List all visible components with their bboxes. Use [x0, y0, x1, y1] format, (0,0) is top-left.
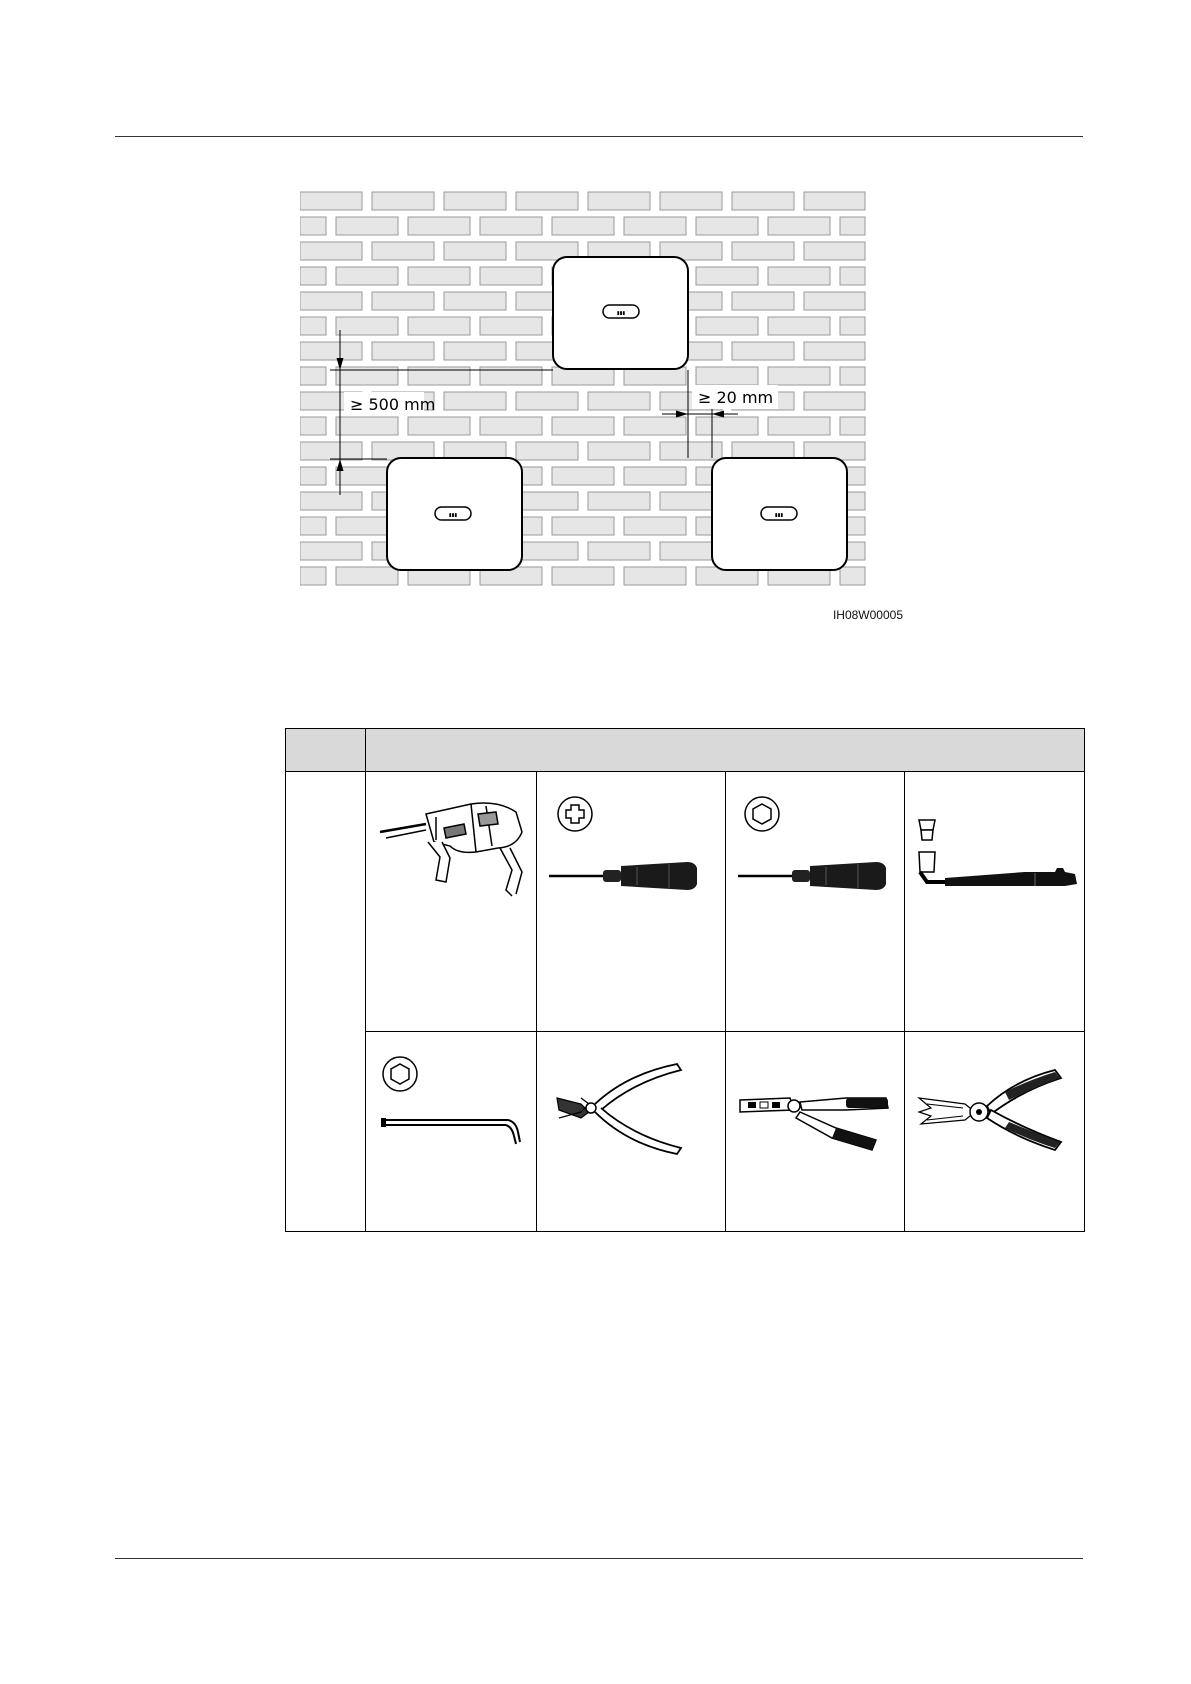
brick: [372, 292, 434, 310]
brick: [660, 442, 722, 460]
tool-cell-phillips-screwdriver: [537, 772, 726, 1032]
tool-cell-hammer-drill: [366, 772, 537, 1032]
brick: [660, 192, 722, 210]
brick: [300, 492, 362, 510]
tool-cell-hex-key: [366, 1032, 537, 1232]
brick: [732, 192, 794, 210]
row-label-cell: [286, 772, 366, 1232]
brick: [696, 267, 758, 285]
brick: [840, 367, 865, 385]
brick: [516, 192, 578, 210]
brick: [300, 467, 326, 485]
brick: [624, 217, 686, 235]
brick: [372, 192, 434, 210]
table-row: [286, 1032, 1085, 1232]
installation-spacing-figure: [300, 190, 940, 630]
brick: [300, 367, 326, 385]
brick: [480, 417, 542, 435]
brick: [768, 317, 830, 335]
hammer-drill-icon: [366, 772, 537, 912]
brick: [588, 492, 650, 510]
brick: [624, 467, 686, 485]
brick: [444, 242, 506, 260]
brick: [300, 267, 326, 285]
brick: [444, 342, 506, 360]
brick: [336, 217, 398, 235]
brick: [408, 317, 470, 335]
brick: [300, 542, 362, 560]
tool-cell-wire-stripper: [905, 1032, 1085, 1232]
tool-cell-torque-wrench: [905, 772, 1085, 1032]
tool-cell-hex-screwdriver: [726, 772, 905, 1032]
brick: [300, 567, 326, 585]
svg-text:▮▮▮: ▮▮▮: [616, 310, 626, 317]
brick: [516, 542, 578, 560]
brick: [444, 292, 506, 310]
table-header-left: [286, 729, 366, 772]
brick: [300, 217, 326, 235]
brick: [336, 267, 398, 285]
figure-id-label: IH08W00005: [832, 608, 903, 622]
brick: [588, 192, 650, 210]
brick: [480, 267, 542, 285]
brick: [840, 417, 865, 435]
brick: [624, 417, 686, 435]
brick: [552, 217, 614, 235]
horizontal-spacing-label: ≥ 20 mm: [698, 388, 774, 407]
brick: [408, 417, 470, 435]
brick: [696, 217, 758, 235]
table-row: [286, 772, 1085, 1032]
brick: [840, 567, 865, 585]
table-header-row: [286, 729, 1085, 772]
brick: [300, 192, 362, 210]
device-top: [553, 257, 688, 369]
brick: [696, 367, 758, 385]
footer-rule: [115, 1558, 1083, 1559]
brick: [300, 342, 362, 360]
brick: [696, 417, 758, 435]
wire-stripper-icon: [905, 1032, 1085, 1172]
brick: [624, 517, 686, 535]
brick: [516, 492, 578, 510]
brick: [552, 517, 614, 535]
brick: [444, 392, 506, 410]
brick-wall-diagram: [300, 190, 940, 610]
brick: [408, 267, 470, 285]
device-bottom-left: [387, 458, 522, 570]
brick: [480, 217, 542, 235]
brick: [804, 342, 865, 360]
svg-text:▮▮▮: ▮▮▮: [774, 512, 784, 519]
brick: [516, 442, 578, 460]
device-bottom-right: [712, 458, 847, 570]
brick: [336, 417, 398, 435]
brick: [768, 417, 830, 435]
vertical-spacing-label: ≥ 500 mm: [350, 395, 436, 414]
brick: [840, 317, 865, 335]
brick: [300, 317, 326, 335]
brick: [552, 417, 614, 435]
brick: [336, 567, 398, 585]
brick: [480, 317, 542, 335]
brick: [624, 567, 686, 585]
brick: [732, 342, 794, 360]
header-rule: [115, 136, 1083, 137]
brick: [552, 467, 614, 485]
brick: [804, 292, 865, 310]
brick: [444, 192, 506, 210]
brick: [840, 217, 865, 235]
brick: [300, 517, 326, 535]
brick: [300, 442, 362, 460]
brick: [372, 342, 434, 360]
brick: [516, 392, 578, 410]
brick: [768, 267, 830, 285]
brick: [552, 567, 614, 585]
brick: [804, 392, 865, 410]
tool-cell-diagonal-pliers: [537, 1032, 726, 1232]
brick: [732, 292, 794, 310]
brick: [372, 242, 434, 260]
tools-table: [285, 728, 1085, 1232]
torque-socket-wrench-icon: [905, 772, 1085, 912]
brick: [768, 367, 830, 385]
phillips-screwdriver-icon: [537, 772, 726, 912]
crimping-tool-icon: [726, 1032, 905, 1172]
brick: [588, 542, 650, 560]
brick: [768, 217, 830, 235]
brick: [804, 192, 865, 210]
hex-key-icon: [366, 1032, 537, 1172]
brick: [732, 242, 794, 260]
brick: [588, 392, 650, 410]
svg-text:▮▮▮: ▮▮▮: [448, 512, 458, 519]
brick: [696, 317, 758, 335]
brick: [840, 267, 865, 285]
hex-screwdriver-icon: [726, 772, 905, 912]
brick: [804, 242, 865, 260]
brick: [588, 442, 650, 460]
brick: [300, 292, 362, 310]
table-header-right: [366, 729, 1085, 772]
brick: [300, 417, 326, 435]
brick: [408, 217, 470, 235]
diagonal-pliers-icon: [537, 1032, 726, 1172]
brick: [300, 242, 362, 260]
tool-cell-crimping-tool: [726, 1032, 905, 1232]
brick: [336, 317, 398, 335]
